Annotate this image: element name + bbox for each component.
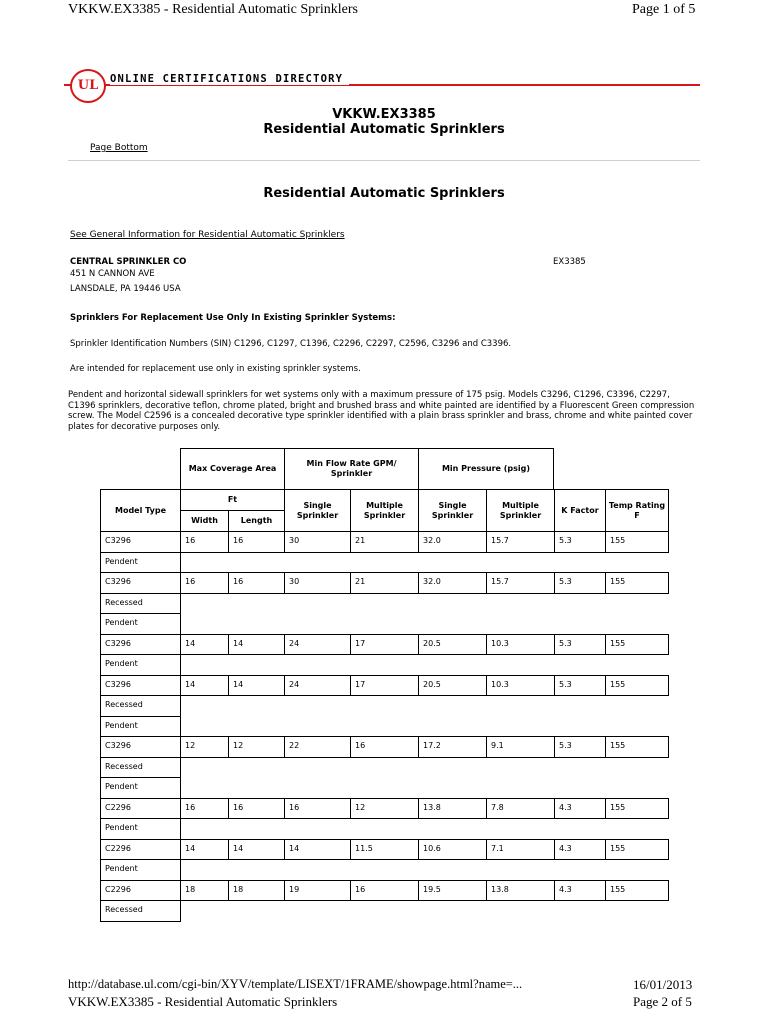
table-cell: 12 bbox=[180, 736, 229, 758]
mounting-type-cell: Pendent bbox=[100, 859, 181, 881]
header-flow-multiple: Multiple Sprinkler bbox=[350, 489, 419, 532]
table-cell: C2296 bbox=[100, 880, 181, 902]
table-cell: 10.6 bbox=[418, 839, 487, 861]
mounting-type-cell: Pendent bbox=[100, 552, 181, 574]
table-cell: 22 bbox=[284, 736, 351, 758]
table-cell: 14 bbox=[180, 634, 229, 656]
mounting-type-cell: Recessed bbox=[100, 695, 181, 717]
mounting-type-cell: Recessed bbox=[100, 757, 181, 779]
header-max-coverage-area: Max Coverage Area bbox=[180, 448, 285, 490]
table-cell: 155 bbox=[605, 531, 669, 553]
mounting-type-cell: Pendent bbox=[100, 654, 181, 676]
table-cell: 20.5 bbox=[418, 634, 487, 656]
table-cell: 13.8 bbox=[418, 798, 487, 820]
table-cell: 155 bbox=[605, 634, 669, 656]
table-cell: 21 bbox=[350, 531, 419, 553]
table-cell: 155 bbox=[605, 736, 669, 758]
table-cell: 19 bbox=[284, 880, 351, 902]
mounting-type-cell: Pendent bbox=[100, 716, 181, 738]
category-title: Residential Automatic Sprinklers bbox=[263, 122, 505, 137]
table-cell: 16 bbox=[228, 531, 285, 553]
table-cell: 24 bbox=[284, 675, 351, 697]
table-cell: C3296 bbox=[100, 736, 181, 758]
header-min-pressure: Min Pressure (psig) bbox=[418, 448, 554, 490]
table-cell: 10.3 bbox=[486, 675, 555, 697]
table-cell: 155 bbox=[605, 572, 669, 594]
mounting-type-cell: Recessed bbox=[100, 593, 181, 615]
table-cell: 12 bbox=[228, 736, 285, 758]
section-title: Residential Automatic Sprinklers bbox=[263, 186, 505, 201]
directory-name: ONLINE CERTIFICATIONS DIRECTORY bbox=[110, 73, 349, 85]
table-cell: 17 bbox=[350, 634, 419, 656]
table-cell: 14 bbox=[180, 675, 229, 697]
table-cell: C3296 bbox=[100, 531, 181, 553]
footer-date: 16/01/2013 bbox=[633, 977, 693, 992]
table-cell: 15.7 bbox=[486, 531, 555, 553]
sin-text: Sprinkler Identification Numbers (SIN) C1296, C1297, C1396, C2296, C2297, C2596, C3296 and C3396. bbox=[70, 339, 512, 349]
ul-logo-icon: UL bbox=[70, 69, 106, 103]
mounting-type-cell: Recessed bbox=[100, 900, 181, 922]
table-cell: 155 bbox=[605, 880, 669, 902]
table-cell: 7.1 bbox=[486, 839, 555, 861]
table-cell: C3296 bbox=[100, 675, 181, 697]
document-header-title: VKKW.EX3385 - Residential Automatic Sprinklers bbox=[68, 2, 358, 17]
table-cell: 21 bbox=[350, 572, 419, 594]
table-cell: 14 bbox=[228, 839, 285, 861]
header-k-factor: K Factor bbox=[554, 489, 606, 532]
intended-text: Are intended for replacement use only in existing sprinkler systems. bbox=[70, 364, 361, 374]
table-cell: C2296 bbox=[100, 839, 181, 861]
table-cell: 12 bbox=[350, 798, 419, 820]
mounting-type-cell: Pendent bbox=[100, 613, 181, 635]
table-cell: 16 bbox=[350, 736, 419, 758]
table-cell: 10.3 bbox=[486, 634, 555, 656]
header-model-type: Model Type bbox=[100, 489, 181, 532]
table-cell: 16 bbox=[284, 798, 351, 820]
table-cell: 14 bbox=[228, 675, 285, 697]
table-cell: 4.3 bbox=[554, 880, 606, 902]
header-width: Width bbox=[180, 510, 229, 532]
header-pressure-single: Single Sprinkler bbox=[418, 489, 487, 532]
table-cell: 32.0 bbox=[418, 572, 487, 594]
table-cell: 16 bbox=[228, 798, 285, 820]
table-cell: 18 bbox=[228, 880, 285, 902]
header-temp-rating: Temp Rating F bbox=[605, 489, 669, 532]
page-bottom-link[interactable]: Page Bottom bbox=[90, 143, 148, 153]
table-cell: 5.3 bbox=[554, 675, 606, 697]
table-cell: 20.5 bbox=[418, 675, 487, 697]
table-cell: 155 bbox=[605, 839, 669, 861]
table-cell: 9.1 bbox=[486, 736, 555, 758]
table-cell: 17.2 bbox=[418, 736, 487, 758]
footer-title: VKKW.EX3385 - Residential Automatic Sprinklers bbox=[68, 994, 338, 1009]
mounting-type-cell: Pendent bbox=[100, 777, 181, 799]
table-cell: 30 bbox=[284, 572, 351, 594]
table-cell: 19.5 bbox=[418, 880, 487, 902]
file-number: EX3385 bbox=[553, 257, 586, 267]
header-ft: Ft bbox=[180, 489, 285, 511]
header-min-flow-rate: Min Flow Rate GPM/ Sprinkler bbox=[284, 448, 419, 490]
company-address-line1: 451 N CANNON AVE bbox=[70, 269, 155, 279]
table-cell: 16 bbox=[228, 572, 285, 594]
footer-url: http://database.ul.com/cgi-bin/XYV/template/LISEXT/1FRAME/showpage.html?name=... bbox=[68, 977, 523, 991]
table-cell: 5.3 bbox=[554, 634, 606, 656]
table-cell: 32.0 bbox=[418, 531, 487, 553]
company-name: CENTRAL SPRINKLER CO bbox=[70, 257, 187, 267]
table-cell: 155 bbox=[605, 675, 669, 697]
table-cell: 30 bbox=[284, 531, 351, 553]
table-cell: 14 bbox=[284, 839, 351, 861]
table-cell: 16 bbox=[180, 798, 229, 820]
table-cell: 24 bbox=[284, 634, 351, 656]
table-cell: 17 bbox=[350, 675, 419, 697]
table-cell: C3296 bbox=[100, 572, 181, 594]
table-cell: C2296 bbox=[100, 798, 181, 820]
general-info-link[interactable]: See General Information for Residential Automatic Sprinklers bbox=[70, 230, 345, 240]
description-paragraph: Pendent and horizontal sidewall sprinklers for wet systems only with a maximum pressure of 175 psig. Models C3296, C1296, C3396, C2297, C1396 sprinklers, decorative teflon, chrome plated, bright and brushed brass and white painted are identified by a Fluorescent Green compression screw. The Model C2596 is a concealed decorative type sprinkler identified with a plain brass sprinkler and brass, chrome and white painted cover plates for decorative purposes only. bbox=[68, 390, 695, 432]
header-pressure-multiple: Multiple Sprinkler bbox=[486, 489, 555, 532]
table-cell: 11.5 bbox=[350, 839, 419, 861]
table-cell: 5.3 bbox=[554, 531, 606, 553]
table-cell: C3296 bbox=[100, 634, 181, 656]
page-number: Page 1 of 5 bbox=[632, 2, 696, 17]
replacement-heading: Sprinklers For Replacement Use Only In Existing Sprinkler Systems: bbox=[70, 313, 396, 323]
table-cell: 16 bbox=[180, 531, 229, 553]
header-flow-single: Single Sprinkler bbox=[284, 489, 351, 532]
category-code: VKKW.EX3385 bbox=[332, 107, 436, 122]
mounting-type-cell: Pendent bbox=[100, 818, 181, 840]
table-cell: 18 bbox=[180, 880, 229, 902]
header-length: Length bbox=[228, 510, 285, 532]
table-cell: 7.8 bbox=[486, 798, 555, 820]
table-cell: 15.7 bbox=[486, 572, 555, 594]
table-cell: 13.8 bbox=[486, 880, 555, 902]
table-cell: 5.3 bbox=[554, 736, 606, 758]
table-cell: 4.3 bbox=[554, 839, 606, 861]
footer-page: Page 2 of 5 bbox=[633, 994, 692, 1009]
table-cell: 155 bbox=[605, 798, 669, 820]
table-cell: 16 bbox=[180, 572, 229, 594]
table-cell: 5.3 bbox=[554, 572, 606, 594]
table-cell: 14 bbox=[180, 839, 229, 861]
table-cell: 16 bbox=[350, 880, 419, 902]
table-cell: 4.3 bbox=[554, 798, 606, 820]
table-cell: 14 bbox=[228, 634, 285, 656]
company-address-line2: LANSDALE, PA 19446 USA bbox=[70, 284, 181, 294]
